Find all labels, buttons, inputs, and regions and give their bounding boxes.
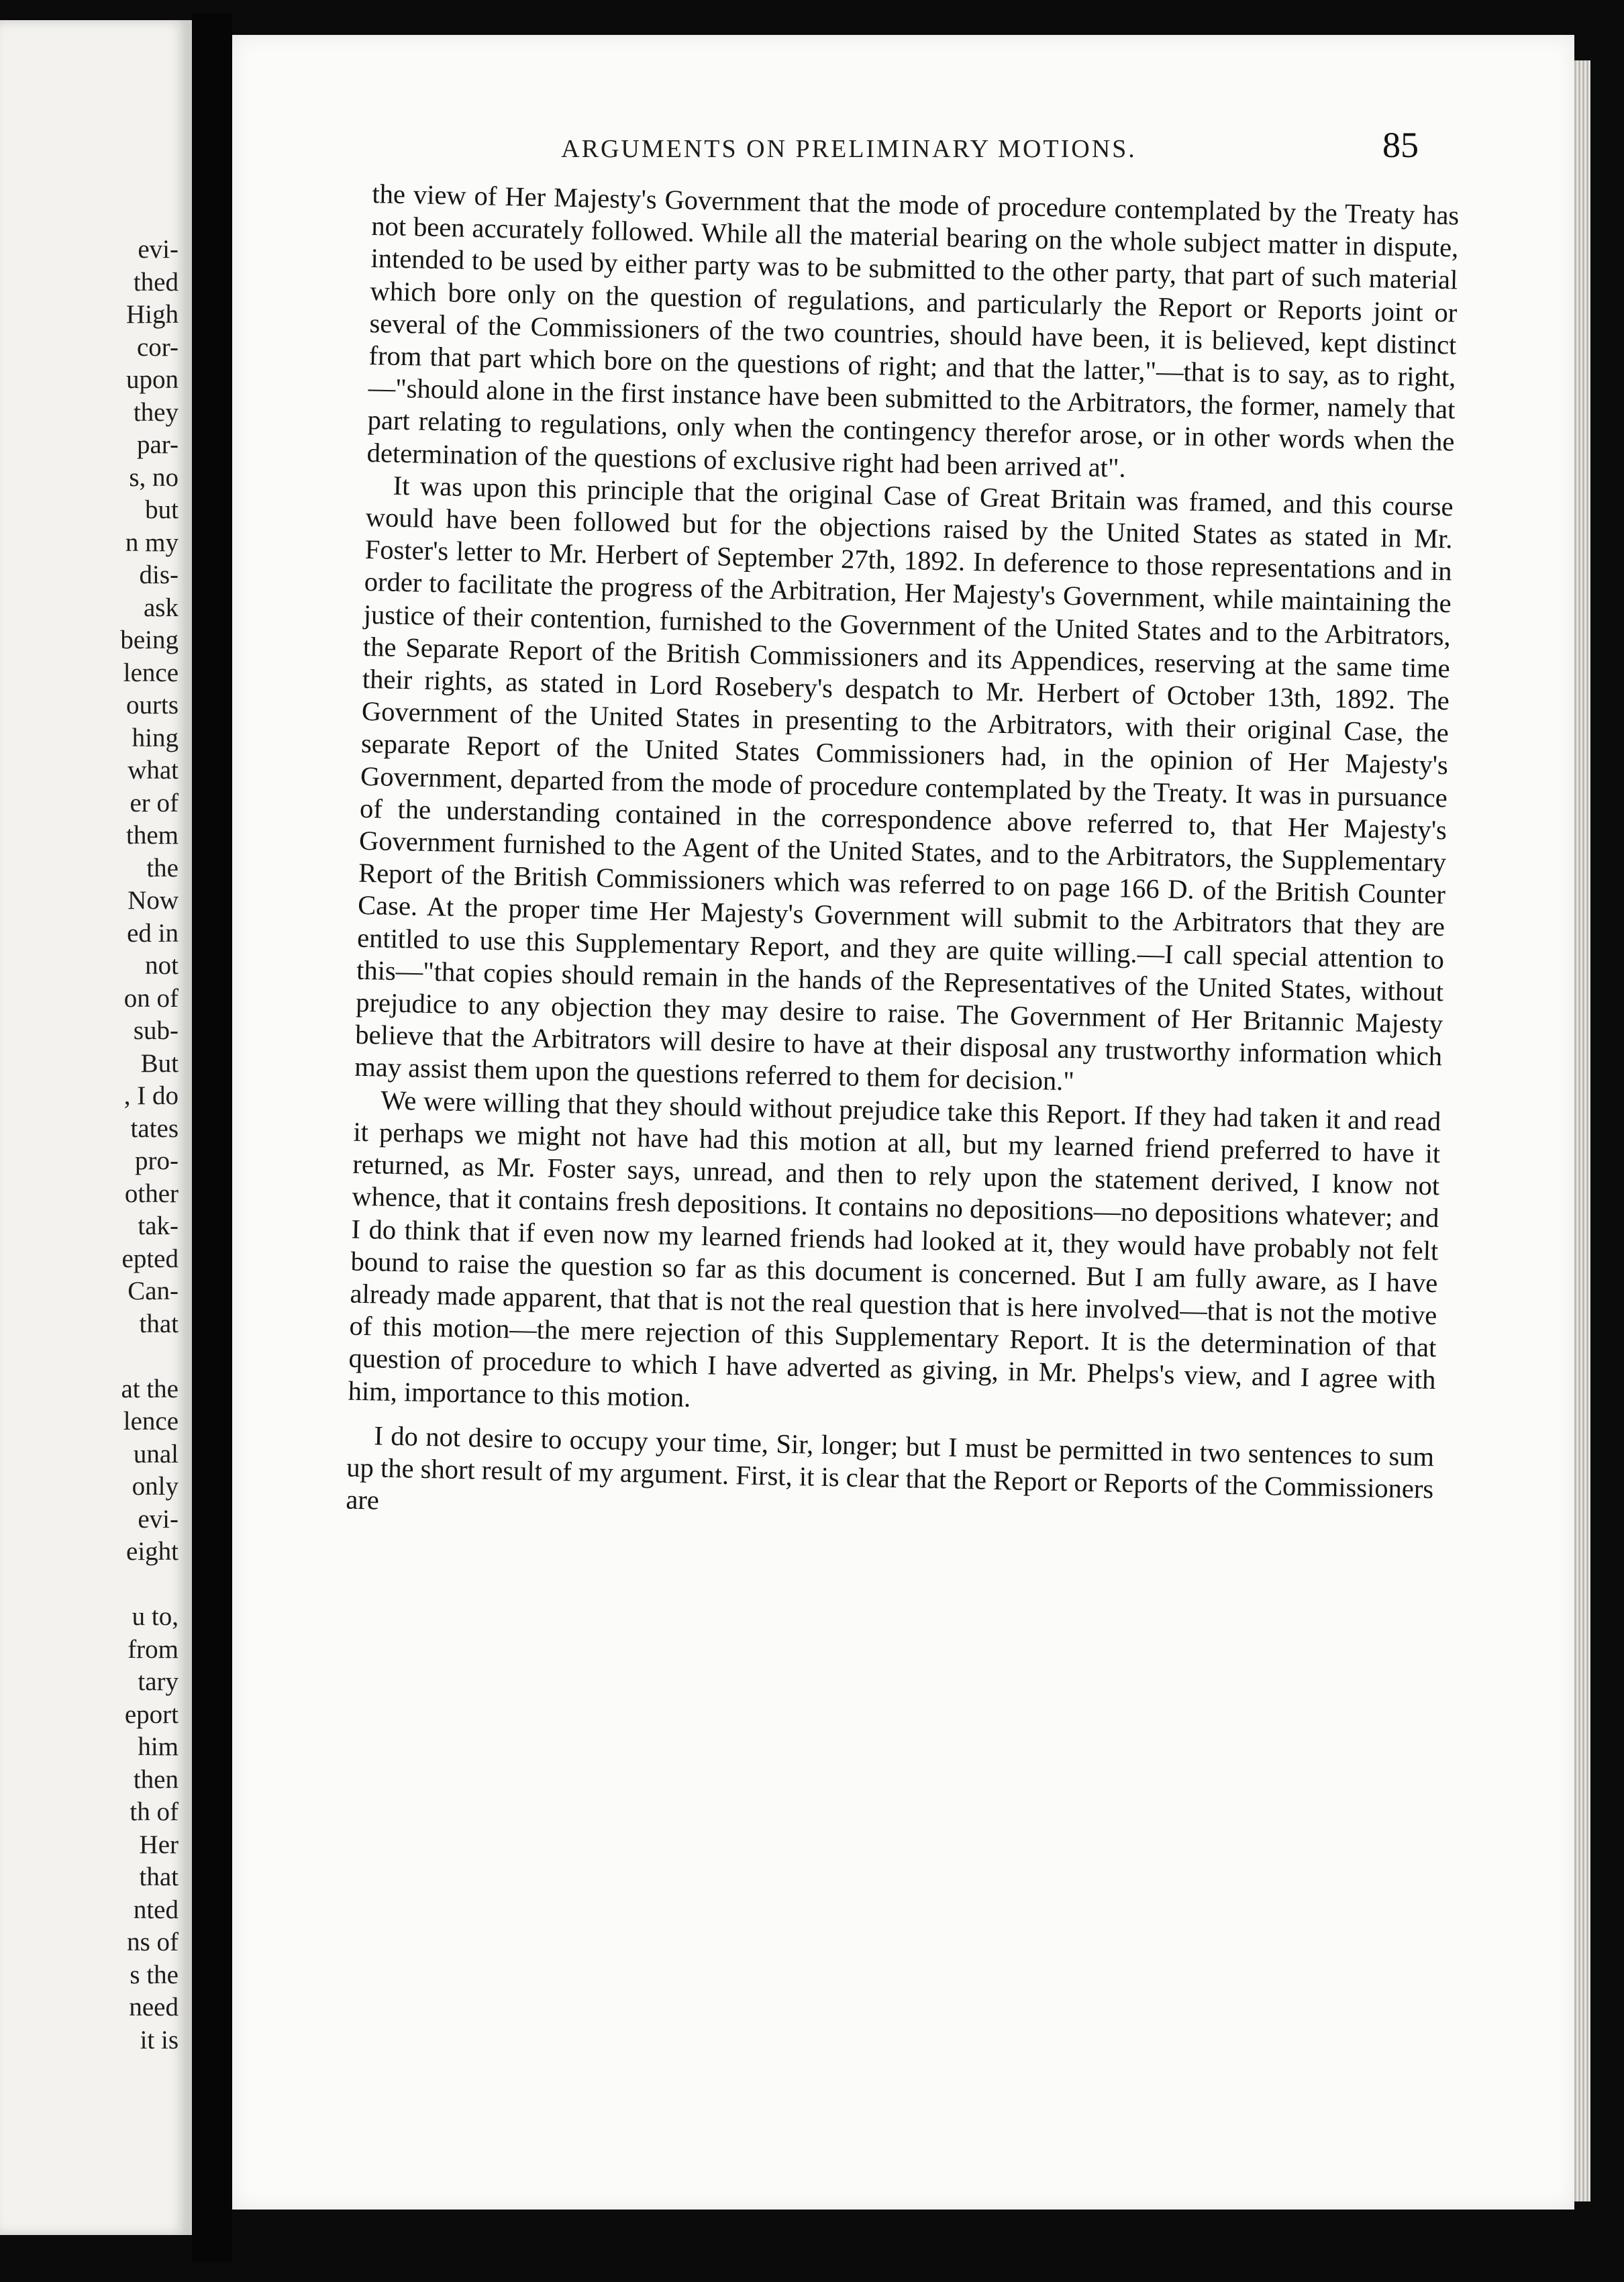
left-page-fragment: that <box>139 1863 179 1891</box>
left-page-fragment: tary <box>138 1667 179 1696</box>
left-page-fragment: n my <box>125 528 179 557</box>
left-page-fragment: that <box>139 1309 179 1338</box>
left-page-fragment: cor- <box>136 332 179 362</box>
book-gutter <box>192 13 232 2262</box>
page-edge <box>1574 60 1590 2201</box>
left-page-fragment: need <box>129 1993 179 2022</box>
left-page-fragment: s the <box>130 1960 179 1989</box>
left-page-fragment: other <box>124 1179 179 1208</box>
left-page-fragment: lence <box>123 1407 179 1436</box>
page-number: 85 <box>1382 125 1419 165</box>
paragraph-continued: the view of Her Majesty's Government that the mode of procedure contemplated by the Treaty has not been accurately followed. While all the material bearing on the whole subject matter in dispute, intended to be used by either party was to be submitted to the other party, that part of such material which bore only on the question of regulations, and particularly the Report or Reports joint or several of the Commissioners of the two countries, should have been, it is believed, kept distinct from that part which bore on the questions of right; and that the latter,"—that is to say, as to right,—"should alone in the first instance have been submitted to the Arbitrators, the former, namely that part relating to regulations, only when the contingency therefor arose, or in other words when the determination of the questions of exclusive right had been arrived at". <box>366 178 1460 483</box>
left-page-fragment: Her <box>139 1830 179 1859</box>
left-facing-page <box>0 20 192 2235</box>
left-page-fragment: epted <box>121 1244 179 1273</box>
left-page-fragment: only <box>132 1472 179 1501</box>
left-page-fragment: on of <box>123 983 179 1013</box>
left-page-fragment: ns of <box>127 1928 179 1956</box>
left-page-fragment: nted <box>133 1895 179 1924</box>
left-page-line-fragments <box>120 234 179 2056</box>
running-title: ARGUMENTS ON PRELIMINARY MOTIONS. <box>561 135 1137 163</box>
left-page-fragment: the <box>146 853 179 883</box>
left-page-fragment: then <box>133 1765 179 1794</box>
left-page-fragment: tak- <box>138 1211 179 1240</box>
left-page-fragment: him <box>138 1732 179 1761</box>
left-page-fragment: from <box>128 1634 179 1664</box>
left-page-fragment: Can- <box>128 1277 179 1305</box>
left-page-fragment <box>120 1569 179 1601</box>
left-page-fragment: tates <box>130 1113 179 1143</box>
left-page-fragment: being <box>120 626 179 654</box>
left-page-fragment: thed <box>133 267 179 297</box>
left-page-fragment: High <box>126 300 179 329</box>
left-page-fragment: Now <box>128 886 179 915</box>
left-page-fragment: par- <box>136 430 179 459</box>
left-page-fragment: s, no <box>129 462 179 492</box>
left-page-fragment: , I do <box>123 1081 179 1110</box>
left-page-fragment: u to, <box>132 1602 179 1631</box>
left-page-fragment: what <box>128 756 179 785</box>
left-page-fragment: but <box>145 495 179 524</box>
left-page-fragment: unal <box>133 1439 179 1469</box>
paragraph: It was upon this principle that the original Case of Great Britain was framed, and this course would have been followed but for the objections raised by the United States as stated in Mr. Foster's letter to Mr. Herbert of September 27th, 1892. In deference to those representations and in order to facilitate the progress of the Arbitration, Her Majesty's Government, while maintaining the justice of their contention, furnished to the Government of the United States and to the Arbitrators, the Separate Report of the British Commissioners and its Appendices, reserving at the same time their rights, as stated in Lord Rosebery's despatch to Mr. Herbert of October 13th, 1892. The Government of the United States in presenting to the Arbitrators, with their original Case, the separate Report of the United States Commissioners had, in the opinion of Her Majesty's Government, departed from the mode of procedure contemplated by the Treaty. It was in pursuance of the understanding contained in the correspondence above referred to, that Her Majesty's Government furnished to the Agent of the United States, and to the Arbitrators, the Supplementary Report of the British Commissioners which was referred to on page 166 D. of the British Counter Case. At the proper time Her Majesty's Government will submit to the Arbitrators that they are entitled to use this Supplementary Report, and they are quite willing.—I call special attention to this—"that copies should remain in the hands of the Representatives of the United States, without prejudice to any objection they may desire to raise. The Government of Her Britannic Majesty believe that the Arbitrators will desire to have at their disposal any trustworthy information which may assist them upon the questions referred to them for decision." <box>354 470 1454 1097</box>
left-page-fragment: at the <box>121 1374 179 1403</box>
left-page-fragment: it is <box>140 2025 179 2054</box>
left-page-fragment: hing <box>132 723 179 752</box>
paragraph: I do not desire to occupy your time, Sir, longer; but I must be permitted in two sentences to sum up the short result of my argument. First, it is clear that the Report or Reports of the Commissioners are <box>346 1420 1435 1516</box>
left-page-fragment: But <box>140 1048 179 1078</box>
left-page-fragment: ed in <box>127 918 179 948</box>
paragraph: We were willing that they should without prejudice take this Report. If they had taken it and read it perhaps we might not have had this motion at all, but my learned friend preferred to have it returned, as Mr. Foster says, unread, and then to rely upon the statement derived, I know not whence, that it contains fresh depositions. It contains no depositions—no depositions whatever; and I do think that if even now my learned friends had looked at it, they would have probably not felt bound to raise the question so far as this document is concerned. But I am fully aware, as I have already made apparent, that that is not the real question that is here involved—that is not the motive of this motion—the mere rejection of this Supplementary Report. It is the determination of that question of procedure to which I have adverted as giving, in Mr. Phelps's view, and I agree with him, importance to this motion. <box>348 1085 1441 1413</box>
left-page-fragment: th of <box>130 1797 179 1826</box>
left-page-fragment: ourts <box>126 691 179 720</box>
left-page-fragment: them <box>126 821 179 850</box>
left-page-fragment: they <box>133 397 179 427</box>
left-page-fragment: lence <box>123 658 179 687</box>
left-page-fragment: eport <box>124 1699 179 1729</box>
left-page-fragment <box>120 1340 179 1373</box>
left-page-fragment: dis- <box>139 560 179 589</box>
body-text <box>346 178 1460 1538</box>
left-page-fragment: sub- <box>133 1016 179 1045</box>
left-page-fragment: upon <box>126 365 179 394</box>
left-page-fragment: eight <box>126 1537 179 1566</box>
left-page-fragment: er of <box>130 788 179 817</box>
left-page-fragment: evi- <box>138 1504 179 1534</box>
left-page-fragment: evi- <box>138 235 179 264</box>
left-page-fragment: ask <box>144 593 179 622</box>
left-page-fragment: not <box>145 951 179 980</box>
left-page-fragment: pro- <box>135 1146 179 1175</box>
